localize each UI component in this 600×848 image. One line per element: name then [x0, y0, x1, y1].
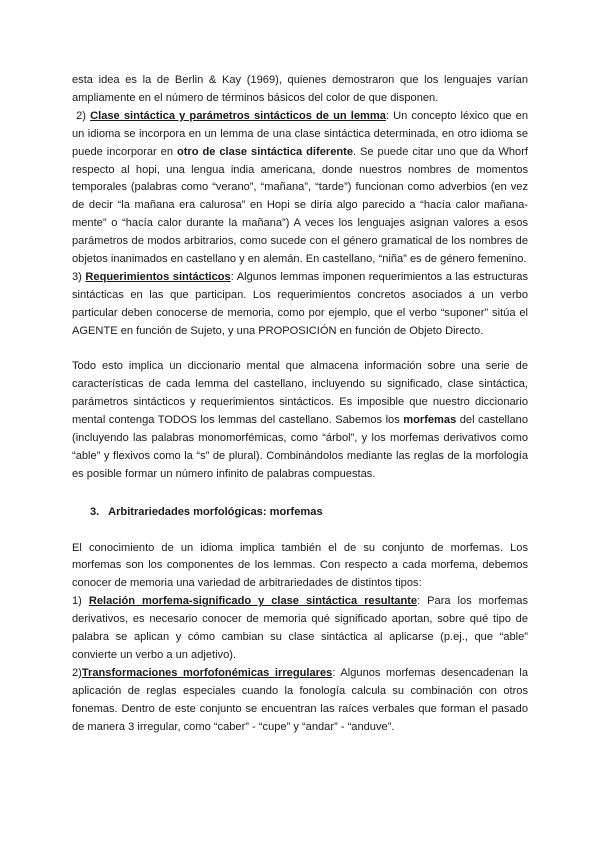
item-title: Relación morfema-significado y clase sintáctica resultante	[88, 595, 418, 608]
paragraph-text: esta idea es la de Berlin & Kay (1969), quienes demostraron que los lenguajes varían ampliamente en el número de términos básicos del color de que disponen.	[72, 74, 528, 104]
blank-line	[72, 341, 528, 359]
item-title: Clase sintáctica y parámetros sintácticos de un lemma	[90, 109, 386, 122]
list-item-syntactic-requirements	[72, 269, 528, 341]
section-heading: 3. Arbitrariedades morfológicas: morfemas	[90, 505, 323, 518]
item-number: 2)	[72, 666, 82, 679]
paragraph-color-terms	[72, 72, 528, 108]
item-text: : Algunos lemmas imponen requerimientos a las estructuras sintácticas en las que participan. Los requerimientos concretos asociados a un verbo particular deben conocerse de memoria, como por ejemplo, que el verbo “suponer” sitúa el AGENTE en función de Sujeto, y una PROPOSICIÓN en función de Objeto Directo.	[72, 270, 529, 337]
document-body	[72, 72, 528, 736]
item-number: 3)	[72, 270, 86, 283]
list-item-morphophonemic	[72, 665, 528, 737]
list-item-morpheme-meaning	[72, 593, 528, 665]
item-number: 2)	[72, 109, 91, 122]
paragraph-bold-text: morfemas	[403, 414, 457, 427]
paragraph-text: El conocimiento de un idioma implica también el de su conjunto de morfemas. Los morfemas son los componentes de los lemmas. Con respecto a cada morfema, debemos conocer de memoria una variedad de arbitrariedades de distintos tipos:	[72, 541, 528, 590]
item-bold-text: otro de clase sintáctica diferente	[176, 145, 354, 158]
item-title: Transformaciones morfofonémicas irregulares	[81, 666, 333, 679]
paragraph-mental-dictionary	[72, 358, 528, 483]
item-text: : Para los morfemas derivativos, es necesario conocer de memoria qué significado aportan, sobre qué tipo de palabra se aplican y cómo cambian su clase sintáctica al aplicarse (p.ej., que “able” convierte un verbo a un adjetivo).	[72, 595, 528, 661]
item-text: : Un concepto léxico que en un idioma se incorpora en un lemma de una clase sintáctica determinada, en otro idioma se puede incorporar en	[72, 109, 529, 158]
item-text: : Algunos morfemas desencadenan la aplicación de reglas especiales cuando la fonología calcula su combinación con otros fonemas. Dentro de este conjunto se encuentran las raíces verbales que forman el pasado de manera 3 irregular, como “caber” - “cupe” y “andar” - “anduve”.	[72, 666, 528, 733]
list-item-syntactic-class	[72, 108, 528, 269]
item-text-continued: . Se puede citar uno que da Whorf respecto al hopi, una lengua india americana, donde nuestros nombres de momentos temporales (palabras como “verano”, “mañana”, “tarde”) funcionan como adverbios (en vez de decir “la mañana era calurosa” en Hopi se diría algo parecido a “hacía calor mañana-mente” o “hacía calor durante la mañana”) A veces los lenguajes asignan valores a esos parámetros de modos arbitrarios, como sucede con el género gramatical de los nombres de objetos inanimados en castellano y en alemán. En castellano, “niña” es de género femenino.	[72, 145, 528, 266]
paragraph-text-continued: del castellano (incluyendo las palabras monomorfémicas, como “árbol”, y los morfemas derivativos como “able” y flexivos como la “s” de plural). Combinándolos mediante las reglas de la morfología es posible formar un número infinito de palabras compuestas.	[72, 414, 528, 480]
item-title: Requerimientos sintácticos	[85, 270, 231, 283]
item-number: 1)	[72, 595, 89, 608]
paragraph-morpheme-knowledge	[72, 540, 528, 594]
blank-line	[72, 522, 528, 540]
paragraph-text: Todo esto implica un diccionario mental que almacena información sobre una serie de características de cada lemma del castellano, incluyendo su significado, clase sintáctica, parámetros sintácticos y requerimientos sintácticos. Es imposible que nuestro diccionario mental contenga TODOS los lemmas del castellano. Sabemos los	[72, 360, 528, 427]
blank-line	[72, 484, 528, 502]
